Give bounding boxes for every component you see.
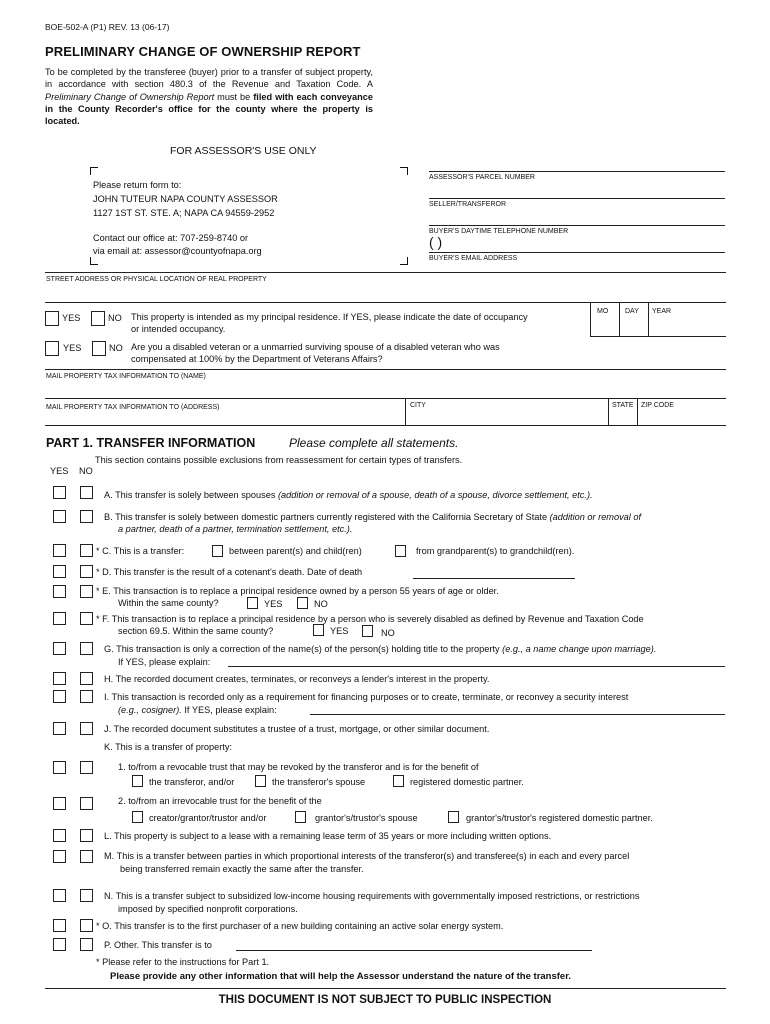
part1-description: This section contains possible exclusions from reassessment for certain types of transfers.: [95, 455, 463, 465]
p-no-checkbox[interactable]: [80, 938, 93, 951]
statement-b-cont: a partner, death of a partner, termination settlement, etc.).: [118, 524, 353, 534]
b-no-checkbox[interactable]: [80, 510, 93, 523]
c-option-grandparent: from grandparent(s) to grandchild(ren).: [416, 546, 575, 556]
corner-mark: [90, 257, 98, 265]
parcel-number-field[interactable]: ASSESSOR'S PARCEL NUMBER: [429, 171, 725, 181]
f-no-checkbox[interactable]: [80, 612, 93, 625]
n-no-checkbox[interactable]: [80, 889, 93, 902]
c-no-checkbox[interactable]: [80, 544, 93, 557]
j-yes-checkbox[interactable]: [53, 722, 66, 735]
e-no-checkbox[interactable]: [80, 585, 93, 598]
k1-option-partner: registered domestic partner.: [410, 777, 524, 787]
j-no-checkbox[interactable]: [80, 722, 93, 735]
divider: [637, 398, 638, 425]
date-of-death-field[interactable]: [413, 578, 575, 579]
a-yes-checkbox[interactable]: [53, 486, 66, 499]
residence-question: This property is intended as my principal residence. If YES, please indicate the date of occupancy: [131, 312, 528, 322]
no-column-header: NO: [79, 466, 93, 476]
return-address: 1127 1ST ST. STE. A; NAPA CA 94559-2952: [93, 208, 275, 218]
f-same-county-no-checkbox[interactable]: [362, 625, 373, 637]
e-same-county-no-checkbox[interactable]: [297, 597, 308, 609]
divider: [648, 302, 649, 336]
other-info-prompt: Please provide any other information that will help the Assessor understand the nature of the transfer.: [110, 971, 572, 982]
veteran-no-checkbox[interactable]: [92, 341, 106, 356]
o-yes-checkbox[interactable]: [53, 919, 66, 932]
k1-partner-checkbox[interactable]: [393, 775, 404, 787]
k2-yes-checkbox[interactable]: [53, 797, 66, 810]
mail-name-field[interactable]: MAIL PROPERTY TAX INFORMATION TO (NAME): [46, 373, 206, 380]
public-inspection-notice: THIS DOCUMENT IS NOT SUBJECT TO PUBLIC INSPECTION: [218, 994, 552, 1006]
k1-transferor-checkbox[interactable]: [132, 775, 143, 787]
statement-k2: 2. to/from an irrevocable trust for the benefit of the: [118, 796, 322, 806]
yes-label: YES: [62, 313, 81, 323]
page-title: PRELIMINARY CHANGE OF OWNERSHIP REPORT: [45, 44, 361, 59]
statement-b: B. This transfer is solely between domestic partners currently registered with the California Secretary of State (addition or removal of: [104, 512, 642, 522]
buyer-email-field[interactable]: BUYER'S EMAIL ADDRESS: [429, 252, 725, 262]
zip-field[interactable]: ZIP CODE: [641, 402, 674, 409]
k1-option-transferor: the transferor, and/or: [149, 777, 235, 787]
assessor-use-heading: FOR ASSESSOR'S USE ONLY: [170, 145, 317, 157]
veteran-question-cont: compensated at 100% by the Department of Veterans Affairs?: [131, 354, 383, 364]
k2-creator-checkbox[interactable]: [132, 811, 143, 823]
return-name: JOHN TUTEUR NAPA COUNTY ASSESSOR: [93, 194, 278, 204]
statement-n: N. This is a transfer subject to subsidized low-income housing requirements with governmentally imposed restrictions, or restrictions: [104, 891, 640, 901]
occupancy-year-field[interactable]: YEAR: [652, 308, 672, 315]
i-no-checkbox[interactable]: [80, 690, 93, 703]
residence-no-checkbox[interactable]: [91, 311, 105, 326]
statement-p: P. Other. This transfer is to: [104, 940, 212, 950]
k2-partner-checkbox[interactable]: [448, 811, 459, 823]
b-yes-checkbox[interactable]: [53, 510, 66, 523]
c-parent-child-checkbox[interactable]: [212, 545, 223, 557]
instructions-note: * Please refer to the instructions for Part 1.: [96, 957, 270, 967]
occupancy-month-field[interactable]: MO: [597, 308, 609, 315]
veteran-question: Are you a disabled veteran or a unmarried surviving spouse of a disabled veteran who was: [131, 342, 500, 352]
intro-text: To be completed by the transferee (buyer) prior to a transfer of subject property, in accordance with section 480.3 of the Revenue and Taxation Code. A Preliminary Change of Ownership Report must be filed with each conveyance in the County Recorder's office for the county where the property is located.: [45, 67, 373, 127]
state-field[interactable]: STATE: [612, 402, 634, 409]
no-label: NO: [108, 313, 122, 323]
h-yes-checkbox[interactable]: [53, 672, 66, 685]
corner-mark: [400, 257, 408, 265]
statement-l: L. This property is subject to a lease with a remaining lease term of 35 years or more including written options.: [104, 831, 552, 841]
part1-title: PART 1. TRANSFER INFORMATION: [46, 436, 256, 450]
k2-option-spouse: grantor's/trustor's spouse: [315, 813, 418, 823]
p-yes-checkbox[interactable]: [53, 938, 66, 951]
mail-address-field[interactable]: MAIL PROPERTY TAX INFORMATION TO (ADDRESS): [46, 404, 220, 411]
yes-label: YES: [330, 626, 349, 636]
part1-subtitle: Please complete all statements.: [289, 436, 459, 450]
k2-spouse-checkbox[interactable]: [295, 811, 306, 823]
statement-c: * C. This is a transfer:: [96, 546, 185, 556]
statement-o: * O. This transfer is to the first purchaser of a new building containing an active solar energy system.: [96, 921, 504, 931]
h-no-checkbox[interactable]: [80, 672, 93, 685]
c-grandparent-checkbox[interactable]: [395, 545, 406, 557]
k1-yes-checkbox[interactable]: [53, 761, 66, 774]
statement-f-cont: section 69.5. Within the same county?: [118, 626, 274, 636]
divider: [45, 302, 726, 303]
divider: [45, 369, 726, 370]
statement-h: H. The recorded document creates, terminates, or reconveys a lender's interest in the property.: [104, 674, 490, 684]
k1-no-checkbox[interactable]: [80, 761, 93, 774]
e-yes-checkbox[interactable]: [53, 585, 66, 598]
statement-e: * E. This transaction is to replace a principal residence owned by a person 55 years of age or older.: [96, 586, 499, 596]
residence-yes-checkbox[interactable]: [45, 311, 59, 326]
yes-label: YES: [264, 599, 283, 609]
n-yes-checkbox[interactable]: [53, 889, 66, 902]
f-same-county-yes-checkbox[interactable]: [313, 624, 324, 636]
divider: [45, 425, 726, 426]
no-label: NO: [109, 343, 123, 353]
i-explain-field[interactable]: [310, 714, 725, 715]
g-explain-field[interactable]: [228, 666, 725, 667]
form-id: BOE-502-A (P1) REV. 13 (06-17): [45, 22, 170, 32]
statement-f: * F. This transaction is to replace a principal residence by a person who is severely disabled as defined by Revenue and Taxation Code: [96, 614, 644, 624]
divider: [619, 302, 620, 336]
statement-k: K. This is a transfer of property:: [104, 742, 232, 752]
statement-n-cont: imposed by specified nonprofit corporations.: [118, 904, 298, 914]
yes-label: YES: [63, 343, 82, 353]
k1-spouse-checkbox[interactable]: [255, 775, 266, 787]
c-yes-checkbox[interactable]: [53, 544, 66, 557]
statement-i: I. This transaction is recorded only as a requirement for financing purposes or to create, terminate, or reconvey a security interest: [104, 692, 629, 702]
k2-option-creator: creator/grantor/trustor and/or: [149, 813, 267, 823]
statement-e-cont: Within the same county?: [118, 598, 219, 608]
l-yes-checkbox[interactable]: [53, 829, 66, 842]
return-label: Please return form to:: [93, 180, 182, 190]
buyer-phone-field[interactable]: BUYER'S DAYTIME TELEPHONE NUMBER: [429, 225, 725, 235]
c-option-parent-child: between parent(s) and child(ren): [229, 546, 362, 556]
d-no-checkbox[interactable]: [80, 565, 93, 578]
f-yes-checkbox[interactable]: [53, 612, 66, 625]
statement-k1: 1. to/from a revocable trust that may be revoked by the transferor and is for the benefit of: [118, 762, 479, 772]
m-yes-checkbox[interactable]: [53, 850, 66, 863]
e-same-county-yes-checkbox[interactable]: [247, 597, 258, 609]
divider: [405, 398, 406, 425]
g-no-checkbox[interactable]: [80, 642, 93, 655]
no-label: NO: [381, 628, 395, 638]
return-address-block: [93, 178, 278, 220]
k2-option-partner: grantor's/trustor's registered domestic partner.: [466, 813, 653, 823]
a-no-checkbox[interactable]: [80, 486, 93, 499]
m-no-checkbox[interactable]: [80, 850, 93, 863]
divider: [590, 336, 726, 337]
l-no-checkbox[interactable]: [80, 829, 93, 842]
k2-no-checkbox[interactable]: [80, 797, 93, 810]
statement-m: M. This is a transfer between parties in which proportional interests of the transferor(s) and transferee(s) in each and every parcel: [104, 851, 630, 861]
corner-mark: [400, 167, 408, 175]
corner-mark: [90, 167, 98, 175]
occupancy-day-field[interactable]: DAY: [625, 308, 639, 315]
city-field[interactable]: CITY: [410, 402, 426, 409]
p-other-field[interactable]: [236, 950, 592, 951]
divider: [45, 398, 726, 399]
statement-g: G. This transaction is only a correction of the name(s) of the person(s) holding title to the property (e.g., a name change upon marriage).: [104, 644, 657, 654]
statement-i-cont: (e.g., cosigner). If YES, please explain:: [118, 705, 277, 715]
g-yes-checkbox[interactable]: [53, 642, 66, 655]
phone-area-code[interactable]: ( ): [429, 234, 443, 250]
veteran-yes-checkbox[interactable]: [45, 341, 59, 356]
contact-email: via email at: assessor@countyofnapa.org: [93, 246, 262, 256]
contact-block: [93, 232, 262, 258]
residence-question-cont: or intended occupancy.: [131, 324, 226, 334]
statement-d: * D. This transfer is the result of a cotenant's death. Date of death: [96, 567, 363, 577]
statement-g-cont: If YES, please explain:: [118, 657, 211, 667]
statement-a: A. This transfer is solely between spouses (addition or removal of a spouse, death of a spouse, divorce settlement, etc.).: [104, 490, 593, 500]
o-no-checkbox[interactable]: [80, 919, 93, 932]
street-address-field[interactable]: STREET ADDRESS OR PHYSICAL LOCATION OF REAL PROPERTY: [46, 276, 267, 283]
no-label: NO: [314, 599, 328, 609]
statement-j: J. The recorded document substitutes a trustee of a trust, mortgage, or other similar document.: [104, 724, 490, 734]
divider: [608, 398, 609, 425]
divider: [45, 272, 726, 273]
statement-m-cont: being transferred remain exactly the same after the transfer.: [120, 864, 364, 874]
yes-column-header: YES: [50, 466, 69, 476]
divider: [45, 988, 726, 989]
d-yes-checkbox[interactable]: [53, 565, 66, 578]
contact-phone: Contact our office at: 707-259-8740 or: [93, 233, 249, 243]
i-yes-checkbox[interactable]: [53, 690, 66, 703]
divider: [590, 302, 591, 336]
seller-field[interactable]: SELLER/TRANSFEROR: [429, 198, 725, 208]
k1-option-spouse: the transferor's spouse: [272, 777, 366, 787]
